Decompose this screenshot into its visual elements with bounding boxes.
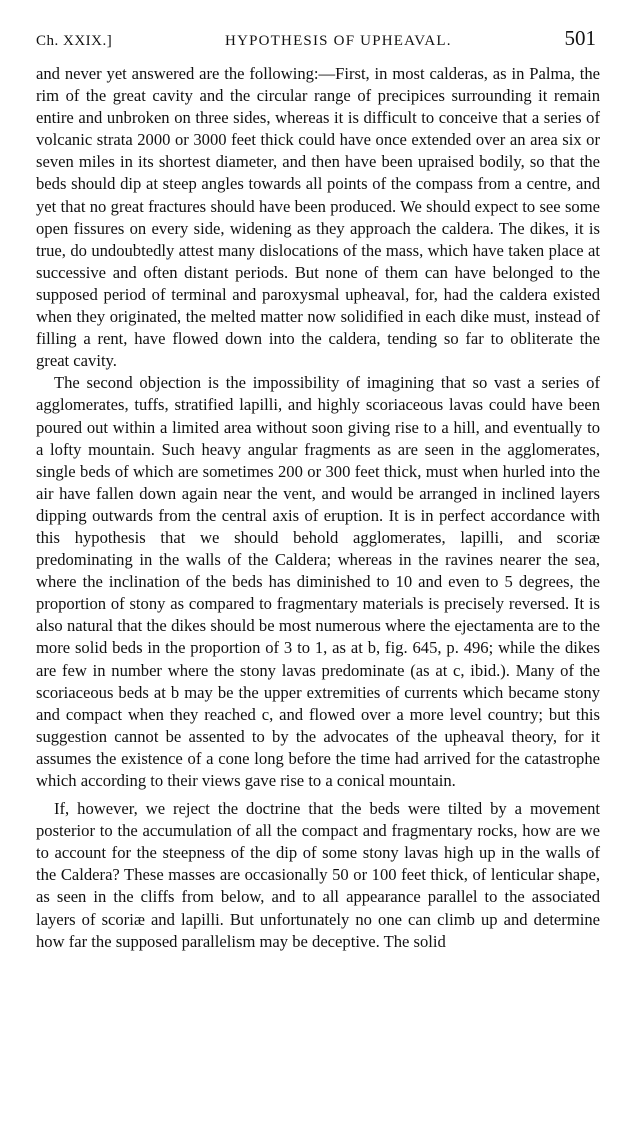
body-text [36,63,600,953]
paragraph-3: If, however, we reject the doctrine that the beds were tilted by a movement posterior to the accumulation of all the compact and fragmentary rocks, how are we to account for the steepness of the dip of some stony lavas high up in the walls of the Caldera? These masses are occasionally 50 or 100 feet thick, of lenticular shape, as seen in the cliffs from below, and to all appearance parallel to the associated layers of scoriæ and lapilli. But unfortunately no one can climb up and determine how far the supposed parallelism may be deceptive. The solid [36,799,600,951]
paragraph-1: and never yet answered are the following:—First, in most calderas, as in Palma, the rim of the great cavity and the circular range of precipices surrounding it remain entire and unbroken on three sides, whereas it is difficult to conceive that a series of volcanic strata 2000 or 3000 feet thick could have once extended over an area six or seven miles in its shortest diameter, and then have been upraised bodily, so that the beds should dip at steep angles towards all points of the compass from a centre, and yet that no great fractures should have been produced. We should expect to see some open fissures on every side, widening as they approach the caldera. The dikes, it is true, do undoubtedly attest many dislocations of the mass, which have taken place at successive and often distant periods. But none of them can have belonged to the supposed period of terminal and paroxysmal upheaval, for, had the caldera existed when they originated, the melted matter now solidified in each dike must, instead of filling a rent, have flowed down into the caldera, tending so far to obliterate the great cavity. [36,64,600,371]
paragraph-2: The second objection is the impossibility of imagining that so vast a series of agglomerates, tuffs, stratified lapilli, and highly scoriaceous lavas could have been poured out within a limited area without soon giving rise to a hill, and eventually to a lofty mountain. Such heavy angular fragments as are seen in the agglomerates, single beds of which are sometimes 200 or 300 feet thick, must when hurled into the air have fallen down again near the vent, and would be arranged in inclined layers dipping outwards from the central axis of eruption. It is in perfect accordance with this hypothesis that we should behold agglomerates, lapilli, and scoriæ predominating in the walls of the Caldera; whereas in the ravines nearer the sea, where the inclination of the beds has diminished to 10 and even to 5 degrees, the proportion of stony as compared to fragmentary materials is precisely reversed. It is also natural that the dikes should be most numerous where the ejectamenta are to the more solid beds in the proportion of 3 to 1, as at b, fig. 645, p. 496; while the dikes are few in number where the stony lavas predominate (as at c, ibid.). Many of the scoriaceous beds at b may be the upper extremities of currents which became stony and compact when they reached c, and flowed over a more level country; but this suggestion cannot be assented to by the advocates of the upheaval theory, for it assumes the existence of a cone long before the time had arrived for the catastrophe which according to their views gave rise to a conical mountain. [36,373,600,790]
chapter-reference: Ch. XXIX.] [36,33,113,49]
running-header [36,26,596,50]
running-title: HYPOTHESIS OF UPHEAVAL. [225,33,452,49]
page-number: 501 [564,26,596,50]
